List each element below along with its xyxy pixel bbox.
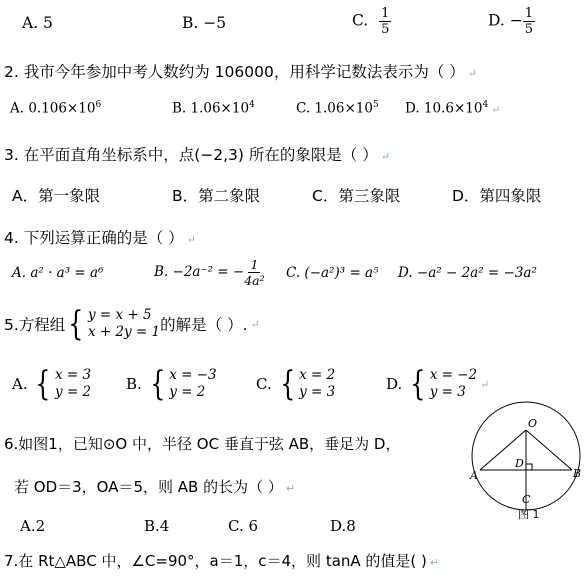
option-b-neg5: B. −5 — [182, 14, 227, 32]
equation-1: y = x + 5 — [87, 307, 152, 323]
question-6-stem-line2: 若 OD＝3，OA＝5，则 AB 的长为（ ） ↵ — [14, 478, 296, 496]
q2-option-d: D. $10.6\times 10^4$ ↵ — [405, 100, 501, 117]
figure-caption: 图 1 — [518, 508, 540, 521]
q4-option-a: A. a² · a³ = a⁶ — [12, 265, 104, 281]
option-c-fraction — [352, 6, 391, 37]
q6-option-c: C. 6 — [228, 517, 259, 535]
option-a-5: A. 5 — [22, 14, 53, 32]
q3-option-a: A．第一象限 — [12, 187, 101, 205]
option-c-label: C. — [352, 11, 369, 30]
question-6-stem-line1: 6.如图1，已知⊙O 中，半径 OC 垂直于弦 AB，垂足为 D， — [4, 435, 401, 453]
radius-ob — [526, 430, 572, 470]
q2-option-a: A. $0.106\times 10^6$ — [10, 100, 102, 117]
label-b: B — [573, 467, 582, 480]
q3-option-d: D．第四象限 — [452, 187, 542, 205]
q4-option-c: C. (−a²)³ = a⁵ — [286, 265, 379, 281]
fraction-numerator: 1 — [381, 6, 390, 21]
q4-option-b-text: B. −2a⁻² = − — [154, 264, 245, 280]
equation-2: x + 2y = 1 — [87, 324, 161, 340]
q3-option-b: B．第二象限 — [172, 187, 261, 205]
question-3-stem: 3. 在平面直角坐标系中，点(−2,3) 所在的象限是（ ） ↵ — [4, 146, 391, 164]
q5-option-b: B. { x = −3 y = 2 — [126, 364, 217, 404]
q4-option-b — [154, 257, 265, 288]
question-5-stem: 5.方程组 { y = x + 5 x + 2y = 1 的解是（ ）. ↵ — [4, 304, 260, 344]
q5-option-d: D. { x = −2 y = 3 ↵ — [386, 364, 490, 404]
question-2-stem: 2. 我市今年参加中考人数约为 106000，用科学记数法表示为（ ） ↵ — [4, 63, 477, 81]
q2-option-c: C. $1.06\times 10^5$ — [296, 100, 379, 117]
question-7-stem: 7.在 Rt△ABC 中，∠C=90°，a＝1，c＝4，则 tanA 的值是( ) ↵ — [4, 552, 440, 570]
fraction-numerator: 1 — [250, 257, 259, 272]
figure-1-circle-diagram — [466, 394, 584, 524]
right-angle-mark — [526, 464, 532, 470]
q5-option-a: A. { x = 3 y = 2 — [12, 364, 92, 404]
question-4-stem: 4. 下列运算正确的是（ ） ↵ — [4, 229, 196, 247]
label-o: O — [528, 417, 538, 430]
q2-option-b: B. $1.06\times 10^4$ — [172, 100, 255, 117]
fraction-denominator: 4a² — [244, 273, 265, 288]
q4-option-d: D. −a² − 2a² = −3a² — [398, 265, 537, 281]
label-d: D — [515, 457, 524, 470]
q6-option-b: B.4 — [144, 517, 170, 535]
q3-option-c: C．第三象限 — [312, 187, 401, 205]
option-d-fraction — [488, 6, 535, 37]
q6-option-d: D.8 — [330, 517, 356, 535]
q6-option-a: A.2 — [20, 517, 46, 535]
equation-system: { y = x + 5 x + 2y = 1 — [68, 304, 161, 344]
option-d-label: D. − — [488, 11, 523, 30]
label-a: A — [470, 469, 478, 482]
fraction-denominator: 5 — [381, 22, 390, 37]
fraction-denominator: 5 — [524, 22, 533, 37]
q5-option-c: C. { x = 2 y = 3 — [256, 364, 336, 404]
label-c: C — [522, 493, 531, 506]
fraction-numerator: 1 — [524, 6, 533, 21]
